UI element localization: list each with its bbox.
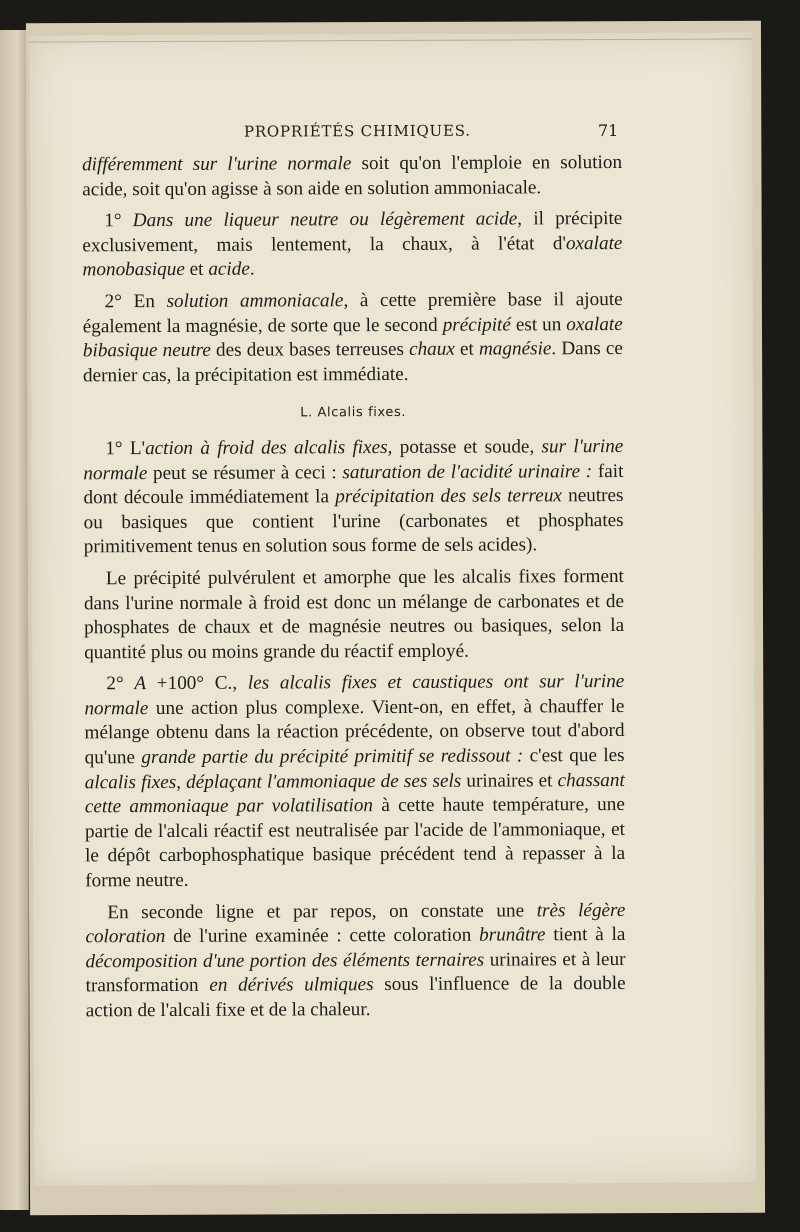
- book-page: [29, 32, 756, 1185]
- paragraph-2: 1° Dans une liqueur neutre ou légèrement acide, il précipite exclusivement, mais lentement, la chaux, à l'état d'oxalate monobasique et acide.: [82, 208, 623, 281]
- running-title: PROPRIÉTÉS CHIMIQUES.: [243, 121, 471, 141]
- paragraph-3: 2° En solution ammoniacale, à cette première base il ajoute également la magnésie, de sorte que le second précipité est un oxalate bibasique neutre des deux bases terreuses chaux et magnésie. Dans ce dernier cas, la précipitation est immédiate.: [82, 288, 623, 387]
- paragraph-1: différemment sur l'urine normale soit qu'on l'emploie en solution acide, soit qu'on agisse à son aide en solution ammoniacale.: [82, 151, 623, 200]
- body-text: [82, 151, 626, 1024]
- paragraph-6: 2° A +100° C., les alcalis fixes et caustiques ont sur l'urine normale une action plus complexe. Vient-on, en effet, à chauffer le mélange obtenu dans la réaction précédente, on observe tout d'abord qu'une grande partie du précipité primitif se redissout : c'est que les alcalis fixes, déplaçant l'ammoniaque de ses sels urinaires et chassant cette ammoniaque par volatilisation à cette haute température, une partie de l'alcali réactif est neutralisée par l'acide de l'ammoniaque, et le dépôt carbophosphatique basique précédent tend à repasser à la forme neutre.: [84, 671, 626, 892]
- top-rule: [30, 38, 752, 42]
- paragraph-4: 1° L'action à froid des alcalis fixes, potasse et soude, sur l'urine normale peut se résumer à ceci : saturation de l'acidité urinaire : fait dont découle immédiatement la précipitation des sels terreux neutres ou basiques que contient l'urine (carbonates et phosphates primitivement tenus en solution sous forme de sels acides).: [83, 435, 624, 558]
- page-number: 71: [597, 121, 619, 141]
- paragraph-5: Le précipité pulvérulent et amorphe que les alcalis fixes forment dans l'urine normale à froid est donc un mélange de carbonates et de phosphates de chaux et de magnésie neutres ou basiques, selon la quantité plus ou moins grande du réactif employé.: [83, 565, 625, 664]
- facing-page-edge: [0, 30, 29, 1210]
- section-heading: L. Alcalis fixes.: [300, 405, 407, 421]
- running-head: [30, 120, 752, 147]
- paragraph-7: En seconde ligne et par repos, on constate une très légère coloration de l'urine examinée : cette coloration brunâtre tient à la décomposition d'une portion des éléments ternaires urinaires et à leur transformation en dérivés ulmiques sous l'influence de la double action de l'alcali fixe et de la chaleur.: [85, 899, 626, 1022]
